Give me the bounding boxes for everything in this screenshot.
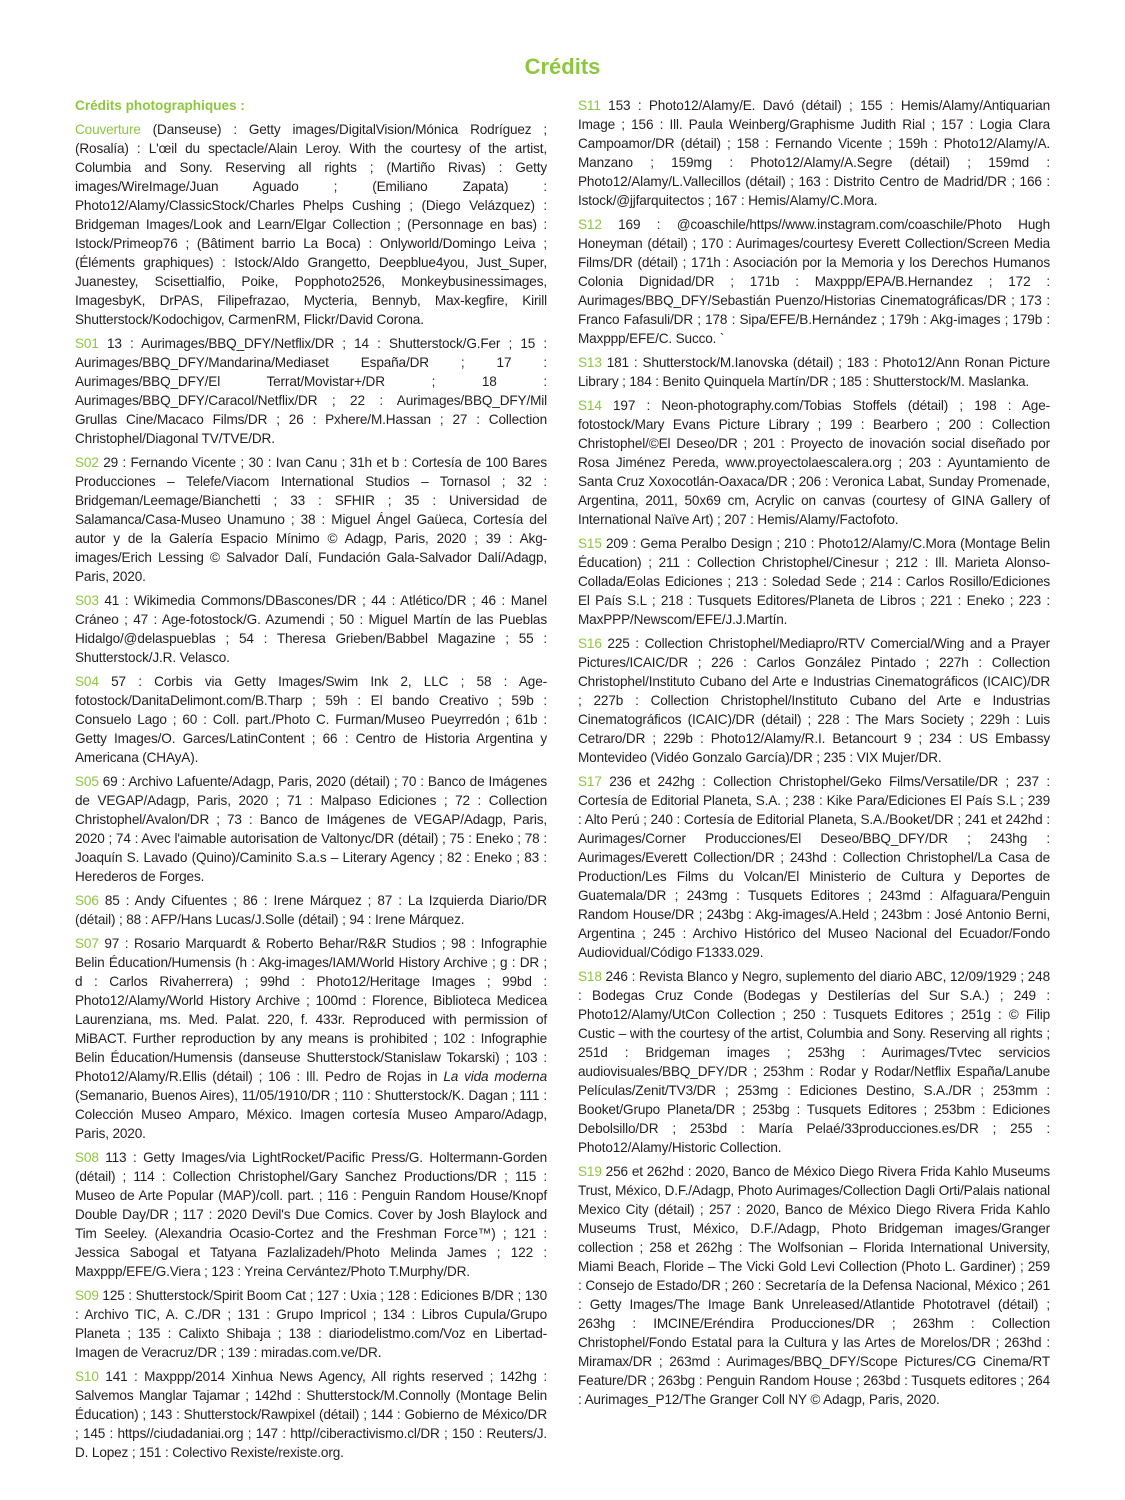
section-text: 236 et 242hg : Collection Christophel/Geko Films/Versatile/DR ; 237 : Cortesía de Editorial Planeta, S.A. ; 238 : Kike Para/Ediciones El País S.L ; 239 : Alto Perú ; 240 : Cortesía de Editorial Planeta, S.A./Booket/DR ; 241 et 242hd : Aurimages/Corner Producciones/El Deseo/BBQ_DFY/DR ; 243hg : Aurimages/Everett Collection/DR ; 243hd : Collection Christophel/La Casa de Production/Les Films du Volcan/El Ministerio de Cultura y Deportes de Guatemala/DR ; 243mg : Tusquets Editores ; 243md : Alfaguara/Penguin Random House/DR ; 243bg : Akg-images/A.Held ; 243bm : José Antonio Berni, Argentina ; 245 : Archivo Histórico del Museo Nacional del Ecuador/Fondo Audiovidual/Código F1333.029.	[578, 774, 1050, 960]
section-label: S18	[578, 969, 602, 984]
section-text: 113 : Getty Images/via LightRocket/Pacific Press/G. Holtermann-Gorden (détail) ; 114 : Collection Christophel/Gary Sanchez Productions/DR ; 115 : Museo de Arte Popular (MAP)/coll. part. ; 116 : Penguin Random House/Knopf Double Day/DR ; 117 : 2020 Devil's Due Comics. Cover by Josh Blaylock and Tim Seeley. (Alexandria Ocasio-Cortez and the Freshman Force™) ; 121 : Jessica Sabogal et Tatyana Fazlalizadeh/Photo Melinda James ; 122 : Maxppp/EFE/G.Viera ; 123 : Yreina Cervántez/Photo T.Murphy/DR.	[75, 1150, 547, 1279]
page-title: Crédits	[524, 54, 601, 79]
section-label: Couverture	[75, 122, 141, 137]
credit-section-s08	[75, 1148, 547, 1281]
credit-section-s19	[578, 1162, 1050, 1409]
credit-section-s03	[75, 591, 547, 667]
section-label: S16	[578, 636, 602, 651]
credit-section-s12	[578, 215, 1050, 348]
section-label: S02	[75, 455, 99, 470]
section-label: S06	[75, 893, 99, 908]
section-label: S19	[578, 1164, 602, 1179]
credit-section-s07	[75, 934, 547, 1143]
section-text: 97 : Rosario Marquardt & Roberto Behar/R&R Studios ; 98 : Infographie Belin Éducation/Humensis (h : Akg-images/IAM/World History Archive ; g : DR ; d : Carlos Rivaherrera) ; 99hd : Photo12/Heritage Images ; 99bd : Photo12/Alamy/World History Archive ; 100md : Florence, Biblioteca Medicea Laurenziana, ms. Med. Palat. 220, f. 433r. Reproduced with permission of MiBACT. Further reproduction by any means is prohibited ; 102 : Infographie Belin Éducation/Humensis (danseuse Shutterstock/Stanislaw Tokarski) ; 103 : Photo12/Alamy/R.Ellis (détail) ; 106 : Ill. Pedro de Rojas in	[75, 936, 547, 1084]
section-text: 85 : Andy Cifuentes ; 86 : Irene Márquez ; 87 : La Izquierda Diario/DR (détail) ; 88 : AFP/Hans Lucas/J.Solle (détail) ; 94 : Irene Márquez.	[75, 893, 547, 927]
credit-section-s18	[578, 967, 1050, 1157]
section-label: S17	[578, 774, 602, 789]
section-label: S12	[578, 217, 602, 232]
section-text: 41 : Wikimedia Commons/DBascones/DR ; 44 : Atlético/DR ; 46 : Manel Cráneo ; 47 : Age-fotostock/G. Azumendi ; 50 : Miguel Martín de las Pueblas Hidalgo/@delaspueblas ; 54 : Theresa Grieben/Babbel Magazine ; 55 : Shutterstock/J.R. Velasco.	[75, 593, 547, 665]
credit-section-s16	[578, 634, 1050, 767]
section-label: S05	[75, 774, 99, 789]
credit-section-s10	[75, 1367, 547, 1462]
credit-section-s17	[578, 772, 1050, 962]
credit-section-s09	[75, 1286, 547, 1362]
section-text: 256 et 262hd : 2020, Banco de México Diego Rivera Frida Kahlo Museums Trust, México, D.F./Adagp, Photo Aurimages/Collection Dagli Orti/Palais national Mexico City (détail) ; 257 : 2020, Banco de México Diego Rivera Frida Kahlo Museums Trust, México, D.F./Adagp, Photo Bridgeman images/Granger collection ; 258 et 262hg : The Wolfsonian – Florida International University, Miami Beach, Floride – The Vicki Gold Levi Collection (Photo L. Gardiner) ; 259 : Consejo de Estado/DR ; 260 : Secretaría de la Defensa Nacional, México ; 261 : Getty Images/The Image Bank Unreleased/Atlantide Phototravel (détail) ; 263hg : IMCINE/Eréndira Producciones/DR ; 263hm : Collection Christophel/Fondo Estatal para la Cultura y las Artes de Morelos/DR ; 263hd : Miramax/DR ; 263md : Aurimages/BBQ_DFY/Scope Pictures/CG Cinema/RT Feature/DR ; 263bg : Penguin Random House ; 263bd : Tusquets editores ; 264 : Aurimages_P12/The Granger Coll NY © Adagp, Paris, 2020.	[578, 1164, 1050, 1407]
section-text: 153 : Photo12/Alamy/E. Davó (détail) ; 155 : Hemis/Alamy/Antiquarian Image ; 156 : Ill. Paula Weinberg/Graphisme Judith Rial ; 157 : Logia Clara Campoamor/DR (détail) ; 158 : Fernando Vicente ; 159h : Photo12/Alamy/A. Manzano ; 159mg : Photo12/Alamy/A.Segre (détail) ; 159md : Photo12/Alamy/L.Vallecillos (détail) ; 163 : Distrito Centro de Madrid/DR ; 166 : Istock/@jjfarquitectos ; 167 : Hemis/Alamy/C.Mora.	[578, 98, 1050, 208]
left-column	[75, 96, 547, 1467]
section-text: 69 : Archivo Lafuente/Adagp, Paris, 2020 (détail) ; 70 : Banco de Imágenes de VEGAP/Adagp, Paris, 2020 ; 71 : Malpaso Ediciones ; 72 : Collection Christophel/Avalon/DR ; 73 : Banco de Imágenes de VEGAP/Adagp, Paris, 2020 ; 74 : Avec l'aimable autorisation de Valtonyc/DR (détail) ; 75 : Eneko ; 78 : Joaquín S. Lavado (Quino)/Caminito S.a.s – Literary Agency ; 82 : Eneko ; 83 : Herederos de Forges.	[75, 774, 547, 884]
credit-section-s11	[578, 96, 1050, 210]
section-text: 197 : Neon-photography.com/Tobias Stoffels (détail) ; 198 : Age-fotostock/Mary Evans Picture Library ; 199 : Bearbero ; 200 : Collection Christophel/©El Deseo/DR ; 201 : Proyecto de inovación social diseñado por Rosa Jiménez Pereda, www.proyectolaescalera.org ; 203 : Ayuntamiento de Santa Cruz Xoxocotlán-Oaxaca/DR ; 206 : Veronica Labat, Sunday Promenade, Argentina, 2011, 50x69 cm, Acrylic on canvas (courtesy of GINA Gallery of International Naïve Art) ; 207 : Hemis/Alamy/Factofoto.	[578, 398, 1050, 527]
section-label: S15	[578, 536, 602, 551]
credit-section-s06	[75, 891, 547, 929]
section-text: 141 : Maxppp/2014 Xinhua News Agency, All rights reserved ; 142hg : Salvemos Manglar Tajamar ; 142hd : Shutterstock/M.Connolly (Montage Belin Éducation) ; 143 : Shutterstock/Rawpixel (détail) ; 144 : Gobierno de México/DR ; 145 : https//ciudadaniai.org ; 147 : http//ciberactivismo.cl/DR ; 150 : Reuters/J. D. Lopez ; 151 : Colectivo Rexiste/rexiste.org.	[75, 1369, 547, 1460]
credits-subtitle: Crédits photographiques :	[75, 98, 245, 113]
section-text: 13 : Aurimages/BBQ_DFY/Netflix/DR ; 14 : Shutterstock/G.Fer ; 15 : Aurimages/BBQ_DFY/Mandarina/Mediaset España/DR ; 17 : Aurimages/BBQ_DFY/El Terrat/Movistar+/DR ; 18 : Aurimages/BBQ_DFY/Caracol/Netflix/DR ; 22 : Aurimages/BBQ_DFY/Mil Grullas Cine/Macaco Films/DR ; 26 : Pxhere/M.Hassan ; 27 : Collection Christophel/Diagonal TV/TVE/DR.	[75, 336, 547, 446]
section-text-italic: La vida moderna	[443, 1069, 547, 1084]
section-label: S08	[75, 1150, 99, 1165]
section-label: S11	[578, 98, 601, 113]
section-text: (Danseuse) : Getty images/DigitalVision/Mónica Rodríguez ; (Rosalía) : L'œil du spectacle/Alain Leroy. With the courtesy of the artist, Columbia and Sony. Reserving all rights ; (Martiño Rivas) : Getty images/WireImage/Juan Aguado ; (Emiliano Zapata) : Photo12/Alamy/ClassicStock/Charles Phelps Cushing ; (Diego Velázquez) : Bridgeman Images/Look and Learn/Elgar Collection ; (Personnage en bas) : Istock/Primeop76 ; (Bâtiment barrio La Boca) : Onlyworld/Domingo Leiva ; (Éléments graphiques) : Istock/Aldo Grangetto, Deepblue4you, Just_Super, Juanestey, Scisettialfio, Poike, Popphoto2526, Monkeybusinessimages, ImagesbyK, DrPAS, Filipefrazao, Mycteria, Bennyb, Max-kegfire, Kirill Shutterstock/Kodochigov, CarmenRM, Flickr/David Corona.	[75, 122, 547, 327]
credit-section-s04	[75, 672, 547, 767]
credit-section-s15	[578, 534, 1050, 629]
section-text: 125 : Shutterstock/Spirit Boom Cat ; 127 : Uxia ; 128 : Ediciones B/DR ; 130 : Archivo TIC, A. C./DR ; 131 : Grupo Impricol ; 134 : Libros Cupula/Grupo Planeta ; 135 : Calixto Shibaja ; 138 : diariodelistmo.com/Voz en Libertad-Imagen de Veracruz/DR ; 139 : miradas.com.ve/DR.	[75, 1288, 547, 1360]
section-text: 169 : @coaschile/https//www.instagram.com/coaschile/Photo Hugh Honeyman (détail) ; 170 : Aurimages/courtesy Everett Collection/Screen Media Films/DR (détail) ; 171h : Asociación por la Memoria y los Derechos Humanos Colonia Dignidad/DR ; 171b : Maxppp/EPA/B.Hernandez ; 172 : Aurimages/BBQ_DFY/Sebastián Puenzo/Historias Cinematográficas/DR ; 173 : Franco Fafasuli/DR ; 178 : Sipa/EFE/B.Hernández ; 179h : Akg-images ; 179b : Maxppp/EFE/C. Succo. `	[578, 217, 1050, 346]
section-text-continued: (Semanario, Buenos Aires), 11/05/1910/DR ; 110 : Shutterstock/K. Dagan ; 111 : Colección Museo Amparo, México. Imagen cortesía Museo Amparo/Adagp, Paris, 2020.	[75, 1088, 547, 1141]
credit-section-s05	[75, 772, 547, 886]
section-label: S09	[75, 1288, 99, 1303]
section-text: 225 : Collection Christophel/Mediapro/RTV Comercial/Wing and a Prayer Pictures/ICAIC/DR ; 226 : Carlos González Pintado ; 227h : Collection Christophel/Instituto Cubano del Arte e Industrias Cinematográficos (ICAIC)/DR ; 227b : Collection Christophel/Instituto Cubano del Arte e Industrias Cinematográficos (ICAIC)/DR (détail) ; 228 : The Mars Society ; 229h : Luis Cetraro/DR ; 229b : Photo12/Alamy/R.I. Betancourt 9 ; 234 : US Embassy Montevideo (Vidéo Gonzalo García)/DR ; 235 : VIX Mujer/DR.	[578, 636, 1050, 765]
section-label: S03	[75, 593, 99, 608]
section-label: S04	[75, 674, 99, 689]
section-label: S13	[578, 355, 602, 370]
section-text: 57 : Corbis via Getty Images/Swim Ink 2, LLC ; 58 : Age-fotostock/DanitaDelimont.com/B.Tharp ; 59h : El bando Creativo ; 59b : Consuelo Lago ; 60 : Coll. part./Photo C. Furman/Museo Pueyrredón ; 61b : Getty Images/O. Garces/LatinContent ; 66 : Centro de Historia Argentina y Americana (CHAyA).	[75, 674, 547, 765]
credit-section-s13	[578, 353, 1050, 391]
credit-section-s02	[75, 453, 547, 586]
section-label: S07	[75, 936, 99, 951]
credit-section-s01	[75, 334, 547, 448]
section-text: 246 : Revista Blanco y Negro, suplemento del diario ABC, 12/09/1929 ; 248 : Bodegas Cruz Conde (Bodegas y Destilerías del Sur S.A.) ; 249 : Photo12/Alamy/UtCon Collection ; 250 : Tusquets Editores ; 251g : © Filip Custic – with the courtesy of the artist, Columbia and Sony. Reserving all rights ; 251d : Bridgeman images ; 253hg : Aurimages/Tvtec servicios audiovisuales/BBQ_DFY/DR ; 253hm : Rodar y Rodar/Netflix España/Lanube Películas/Zenit/TV3/DR ; 253mg : Ediciones Destino, S.A./DR ; 253mm : Booket/Grupo Planeta/DR ; 253bg : Tusquets Editores ; 253bm : Ediciones Debolsillo/DR ; 253bd : María Pelaé/33producciones.es/DR ; 255 : Photo12/Alamy/Historic Collection.	[578, 969, 1050, 1155]
section-text: 209 : Gema Peralbo Design ; 210 : Photo12/Alamy/C.Mora (Montage Belin Éducation) ; 211 : Collection Christophel/Cinesur ; 212 : Ill. Marieta Alonso-Collada/Eolas Ediciones ; 213 : Soledad Sede ; 214 : Carlos Rosillo/Ediciones El País S.L ; 218 : Tusquets Editores/Planeta de Libros ; 221 : Eneko ; 223 : MaxPPP/Newscom/EFE/J.J.Martín.	[578, 536, 1050, 627]
section-label: S14	[578, 398, 602, 413]
credit-section-s14	[578, 396, 1050, 529]
section-label: S01	[75, 336, 99, 351]
credit-section-couverture	[75, 120, 547, 329]
right-column	[578, 96, 1050, 1414]
section-text: 29 : Fernando Vicente ; 30 : Ivan Canu ; 31h et b : Cortesía de 100 Bares Producciones – Telefe/Viacom International Studios – Tornasol ; 32 : Bridgeman/Leemage/Bianchetti ; 33 : SFHIR ; 35 : Universidad de Salamanca/Casa-Museo Unamuno ; 38 : Miguel Ángel Gaüeca, Cortesía del autor y de la Galería Espacio Mínimo © Adagp, Paris, 2020 ; 39 : Akg-images/Erich Lessing © Salvador Dalí, Fundación Gala-Salvador Dalí/Adagp, Paris, 2020.	[75, 455, 547, 584]
section-text: 181 : Shutterstock/M.Ianovska (détail) ; 183 : Photo12/Ann Ronan Picture Library ; 184 : Benito Quinquela Martín/DR ; 185 : Shutterstock/M. Maslanka.	[578, 355, 1050, 389]
section-label: S10	[75, 1369, 99, 1384]
